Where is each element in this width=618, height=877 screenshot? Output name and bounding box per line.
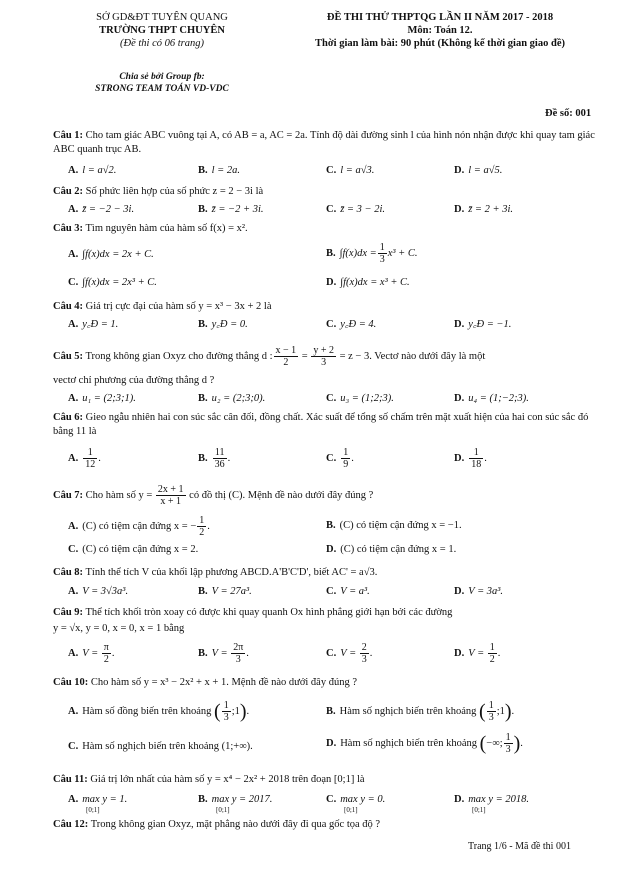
q3-option-b[interactable]: B. ∫f(x)dx = $\frac{1}{3}$ x³ + C. (326, 242, 418, 265)
q9-option-c[interactable]: C. V = $\frac{2}{3}$ . (326, 642, 373, 665)
q2-option-d[interactable]: D. z̄ = 2 + 3i. (454, 204, 514, 215)
q6-option-a[interactable]: A. $\frac{1}{12}$ . (68, 447, 101, 470)
exam-code: Đề số: 001 (545, 108, 592, 119)
q5-option-c[interactable]: C. u₃ = (1;2;3). (326, 393, 394, 404)
q4-option-a[interactable]: A. y꜀Đ = 1. (68, 319, 119, 330)
question-1 (53, 129, 598, 157)
question-2: Câu 2: Số phức liên hợp của số phức z = 2 − 3i là (53, 186, 264, 197)
q5-option-b[interactable]: B. u₂ = (2;3;0). (198, 393, 266, 404)
q7-option-b[interactable]: B. (C) có tiệm cận đứng x = −1. (326, 520, 462, 531)
q10-option-c[interactable]: C. Hàm số nghịch biến trên khoảng (1;+∞). (68, 741, 253, 752)
question-6: Câu 6: Gieo ngẫu nhiên hai con súc sắc cân đối, đồng chất. Xác suất để tổng số chấm trên mặt xuất hiện của hai con súc sắc đó bằng 11 là (53, 412, 589, 437)
q8-option-a[interactable]: A. V = 3√3a³. (68, 586, 129, 597)
q5-option-a[interactable]: A. u₁ = (2;3;1). (68, 393, 136, 404)
q6-option-b[interactable]: B. $\frac{11}{36}$ . (198, 447, 231, 470)
q5-option-d[interactable]: D. u₄ = (1;−2;3). (454, 393, 529, 404)
fraction: $\frac{1}{3}$ (379, 242, 385, 265)
q1-option-a[interactable]: A. l = a√2. (68, 165, 117, 176)
q2-option-a[interactable]: A. z̄ = −2 − 3i. (68, 204, 135, 215)
question-7: Câu 7: Cho hàm số y = $\frac{2x + 1}{x + 1}$ có đồ thị (C). Mệnh đề nào dưới đây đúng ? (53, 484, 374, 507)
question-text: Cho tam giác ABC vuông tại A, có AB = a, AC = 2a. Tính độ dài đường sinh l của hình nón nhận được khi quay tam giác ABC quanh trục AB. (53, 130, 595, 155)
q4-option-b[interactable]: B. y꜀Đ = 0. (198, 319, 248, 330)
q4-option-c[interactable]: C. y꜀Đ = 4. (326, 319, 377, 330)
q2-option-b[interactable]: B. z̄ = −2 + 3i. (198, 204, 264, 215)
share-line-1: Chia sẻ bởi Group fb: (119, 72, 205, 82)
q11-option-b[interactable]: B. max y = 2017. [0;1] (198, 794, 273, 814)
q4-option-d[interactable]: D. y꜀Đ = −1. (454, 319, 512, 330)
share-line-2: STRONG TEAM TOÁN VD-VDC (95, 84, 229, 94)
q10-option-a[interactable]: A. Hàm số đồng biến trên khoảng ( $\frac{1}{3}$ ;1). (68, 700, 250, 723)
question-5-line-2: vectơ chỉ phương của đường thẳng d ? (53, 375, 215, 386)
q1-option-d[interactable]: D. l = a√5. (454, 165, 503, 176)
q9-option-b[interactable]: B. V = $\frac{2\pi}{3}$ . (198, 642, 249, 665)
q10-option-d[interactable]: D. Hàm số nghịch biến trên khoảng (−∞; $\frac{1}{3}$ ). (326, 732, 523, 755)
dept-name: SỞ GD&ĐT TUYÊN QUANG (96, 12, 228, 23)
q7-option-a[interactable]: A. (C) có tiệm cận đứng x = − $\frac{1}{2}$ . (68, 515, 210, 538)
question-9-line-2: y = √x, y = 0, x = 0, x = 1 bằng (53, 623, 185, 634)
question-8: Câu 8: Tính thể tích V của khối lập phương ABCD.A'B'C'D', biết AC' = a√3. (53, 567, 378, 578)
question-11: Câu 11: Giá trị lớn nhất của hàm số y = x⁴ − 2x² + 2018 trên đoạn [0;1] là (53, 774, 365, 785)
question-4: Câu 4: Giá trị cực đại của hàm số y = x³ − 3x + 2 là (53, 301, 272, 312)
pages-note: (Đề thi có 06 trang) (120, 38, 204, 49)
q7-option-d[interactable]: D. (C) có tiệm cận đứng x = 1. (326, 544, 457, 555)
question-label: Câu 1: (53, 130, 84, 141)
question-3: Câu 3: Tìm nguyên hàm của hàm số f(x) = x². (53, 223, 248, 234)
q9-option-d[interactable]: D. V = $\frac{1}{2}$ . (454, 642, 501, 665)
q10-option-b[interactable]: B. Hàm số nghịch biến trên khoảng ( $\frac{1}{3}$ ;1). (326, 700, 515, 723)
exam-time: Thời gian làm bài: 90 phút (Không kể thời gian giao đề) (315, 38, 565, 49)
question-12: Câu 12: Trong không gian Oxyz, mặt phẳng nào dưới đây đi qua gốc tọa độ ? (53, 819, 381, 830)
page-footer: Trang 1/6 - Mã đề thi 001 (468, 841, 571, 852)
q3-option-c[interactable]: C. ∫f(x)dx = 2x³ + C. (68, 277, 157, 288)
question-10: Câu 10: Cho hàm số y = x³ − 2x² + x + 1. Mệnh đề nào dưới đây đúng ? (53, 677, 357, 688)
q9-option-a[interactable]: A. V = $\frac{\pi}{2}$ . (68, 642, 115, 665)
school-name: TRƯỜNG THPT CHUYÊN (99, 25, 225, 36)
q3-option-d[interactable]: D. ∫f(x)dx = x³ + C. (326, 277, 410, 288)
q11-option-d[interactable]: D. max y = 2018. [0;1] (454, 794, 529, 814)
q11-option-c[interactable]: C. max y = 0. [0;1] (326, 794, 386, 814)
q8-option-d[interactable]: D. V = 3a³. (454, 586, 504, 597)
q1-option-b[interactable]: B. l = 2a. (198, 165, 241, 176)
q8-option-c[interactable]: C. V = a³. (326, 586, 370, 597)
q2-option-c[interactable]: C. z̄ = 3 − 2i. (326, 204, 386, 215)
q8-option-b[interactable]: B. V = 27a³. (198, 586, 252, 597)
q6-option-c[interactable]: C. $\frac{1}{9}$ . (326, 447, 354, 470)
q7-option-c[interactable]: C. (C) có tiệm cận đứng x = 2. (68, 544, 199, 555)
exam-title: ĐỀ THI THỬ THPTQG LẦN II NĂM 2017 - 2018 (326, 12, 554, 23)
subject: Môn: Toán 12. (407, 25, 473, 36)
q3-option-a[interactable]: A. ∫f(x)dx = 2x + C. (68, 249, 154, 260)
question-9: Câu 9: Thể tích khối tròn xoay có được khi quay quanh Ox hình phẳng giới hạn bởi các đường (53, 607, 453, 618)
q1-option-c[interactable]: C. l = a√3. (326, 165, 375, 176)
question-5: Câu 5: Trong không gian Oxyz cho đường thẳng d : $\frac{x - 1}{2}$ = $\frac{y + 2}{3}$ = z − 3. Vectơ nào dưới đây là một (53, 345, 486, 368)
q6-option-d[interactable]: D. $\frac{1}{18}$ . (454, 447, 487, 470)
q11-option-a[interactable]: A. max y = 1. [0;1] (68, 794, 128, 814)
